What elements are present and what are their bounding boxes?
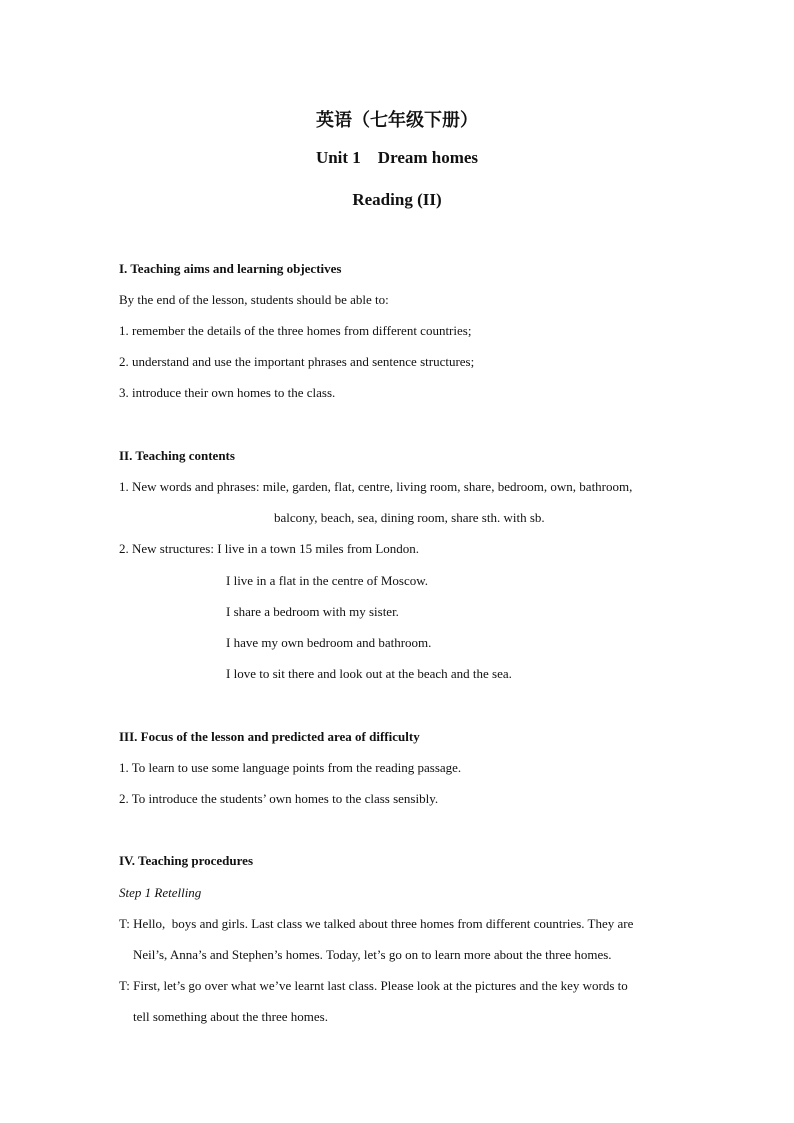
section-1-heading: I. Teaching aims and learning objectives <box>119 261 342 276</box>
objective-item: 3. introduce their own homes to the class. <box>119 385 336 400</box>
structure-item: 2. New structures: I live in a town 15 miles from London. <box>119 541 420 556</box>
section-3-heading: III. Focus of the lesson and predicted area of difficulty <box>119 729 420 744</box>
new-words-line: balcony, beach, sea, dining room, share sth. with sb. <box>274 510 545 525</box>
section-2-heading: II. Teaching contents <box>119 448 235 463</box>
unit-title: Unit 1 Dream homes <box>315 148 479 167</box>
section-1-intro: By the end of the lesson, students should be able to: <box>119 292 389 307</box>
lesson-title: Reading (II) <box>352 190 442 209</box>
structure-item: I live in a flat in the centre of Moscow. <box>226 573 429 588</box>
step-1-heading: Step 1 Retelling <box>119 885 202 900</box>
procedure-paragraph-line: T: Hello, boys and girls. Last class we talked about three homes from different countries. They are <box>119 916 634 931</box>
objective-item: 2. understand and use the important phrases and sentence structures; <box>119 354 475 369</box>
structure-item: I have my own bedroom and bathroom. <box>226 635 432 650</box>
procedure-paragraph-line: T: First, let’s go over what we’ve learnt last class. Please look at the pictures and the key words to <box>119 978 628 993</box>
procedure-paragraph-line: Neil’s, Anna’s and Stephen’s homes. Today, let’s go on to learn more about the three homes. <box>133 947 612 962</box>
structure-item: I love to sit there and look out at the beach and the sea. <box>226 666 512 681</box>
procedure-paragraph-line: tell something about the three homes. <box>133 1009 328 1024</box>
new-words-line: 1. New words and phrases: mile, garden, flat, centre, living room, share, bedroom, own, bathroom, <box>119 479 633 494</box>
focus-item: 2. To introduce the students’ own homes to the class sensibly. <box>119 791 439 806</box>
section-4-heading: IV. Teaching procedures <box>119 853 254 868</box>
objective-item: 1. remember the details of the three homes from different countries; <box>119 323 472 338</box>
structure-item: I share a bedroom with my sister. <box>226 604 399 619</box>
document-title: 英语（七年级下册） <box>316 110 478 130</box>
focus-item: 1. To learn to use some language points from the reading passage. <box>119 760 462 775</box>
